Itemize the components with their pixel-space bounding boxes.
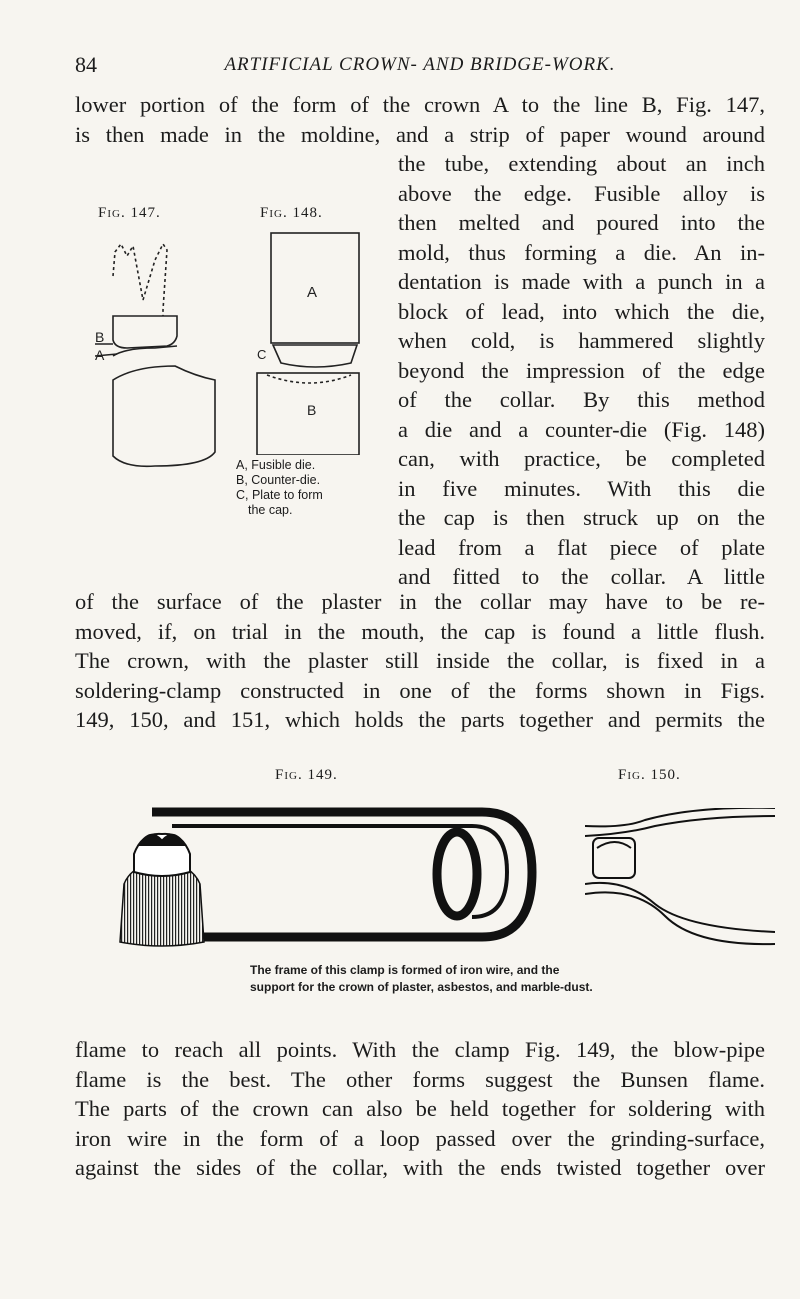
- text-line: dentation is made with a punch in a: [398, 269, 765, 294]
- collar-outline: [113, 366, 215, 466]
- text-line: moved, if, on trial in the mouth, the cap is found a little flush.: [75, 618, 765, 644]
- text-line: of the collar. By this method: [398, 387, 765, 412]
- text-line: block of lead, into which the die,: [398, 298, 765, 324]
- text-line: beyond the impression of the edge: [398, 357, 765, 383]
- page-header: [75, 52, 765, 82]
- fig-149-label: Fig. 149.: [275, 767, 338, 783]
- fig-148-illustration: [255, 225, 365, 455]
- text-line: flame is the best. The other forms suggest the Bunsen flame.: [75, 1066, 765, 1092]
- text-line: flame to reach all points. With the clamp Fig. 149, the blow-pipe: [75, 1037, 765, 1062]
- paragraph-top: [75, 90, 765, 149]
- crown-block: [593, 838, 635, 878]
- text-line: is then made in the moldine, and a strip of paper wound around: [75, 121, 765, 147]
- text-line: the cap is then struck up on the: [398, 505, 765, 530]
- page-number: 84: [75, 52, 97, 77]
- text-line: lower portion of the form of the crown A to the line B, Fig. 147,: [75, 92, 765, 117]
- fig-147-illustration: [95, 230, 230, 550]
- text-line: lead from a flat piece of plate: [398, 534, 765, 560]
- fig-150-illustration: [585, 808, 775, 948]
- text-line: a die and a counter-die (Fig. 148): [398, 416, 765, 442]
- caption-line: support for the crown of plaster, asbestos, and marble-dust.: [250, 980, 593, 994]
- plate-cap: [273, 345, 357, 367]
- text-line: can, with practice, be completed: [398, 446, 765, 471]
- fig-148-label: Fig. 148.: [260, 205, 323, 221]
- text-line: The parts of the crown can also be held together for soldering with: [75, 1096, 765, 1121]
- crown-outline: [113, 244, 167, 316]
- label-b: B: [307, 402, 317, 418]
- clamp-arm-bottom-inner: [585, 883, 775, 932]
- paragraph-bottom: [75, 1035, 765, 1183]
- legend-item: A, Fusible die.: [236, 458, 316, 472]
- fig-147-label: Fig. 147.: [98, 205, 161, 221]
- caption-line: The frame of this clamp is formed of iron wire, and the: [250, 963, 560, 977]
- text-line: in five minutes. With this die: [398, 475, 765, 501]
- text-line: iron wire in the form of a loop passed over the grinding-surface,: [75, 1125, 765, 1151]
- legend-item: B, Counter-die.: [236, 473, 321, 487]
- text-line: The crown, with the plaster still inside the collar, is fixed in a: [75, 648, 765, 673]
- fig-148-legend: [236, 458, 323, 518]
- text-line: the tube, extending about an inch: [398, 151, 765, 176]
- fig-150-label: Fig. 150.: [618, 767, 681, 783]
- running-title: ARTIFICIAL CROWN- AND BRIDGE-WORK.: [224, 54, 616, 75]
- text-line: mold, thus forming a die. An in-: [398, 239, 765, 265]
- label-c: C: [257, 347, 267, 362]
- text-line: above the edge. Fusible alloy is: [398, 180, 765, 206]
- legend-item: the cap.: [248, 503, 293, 517]
- crown-support: [120, 834, 204, 946]
- paragraph-right: [398, 149, 765, 592]
- crown-base: [113, 316, 177, 348]
- fig-149-caption: [250, 962, 593, 996]
- label-a: A: [95, 347, 105, 363]
- label-b: B: [95, 329, 105, 345]
- text-line: soldering-clamp constructed in one of the forms shown in Figs.: [75, 677, 765, 703]
- label-a: A: [307, 284, 318, 301]
- text-line: then melted and poured into the: [398, 210, 765, 235]
- text-line: and fitted to the collar. A little: [398, 564, 765, 589]
- text-line: 149, 150, and 151, which holds the parts together and permits the: [75, 707, 765, 732]
- paragraph-middle: [75, 587, 765, 735]
- fig-149-illustration: [112, 792, 572, 954]
- text-line: against the sides of the collar, with the ends twisted together over: [75, 1155, 765, 1180]
- counter-die-impression: [267, 375, 351, 383]
- text-line: of the surface of the plaster in the collar may have to be re-: [75, 589, 765, 614]
- legend-item: C, Plate to form: [236, 488, 323, 502]
- text-line: when cold, is hammered slightly: [398, 328, 765, 353]
